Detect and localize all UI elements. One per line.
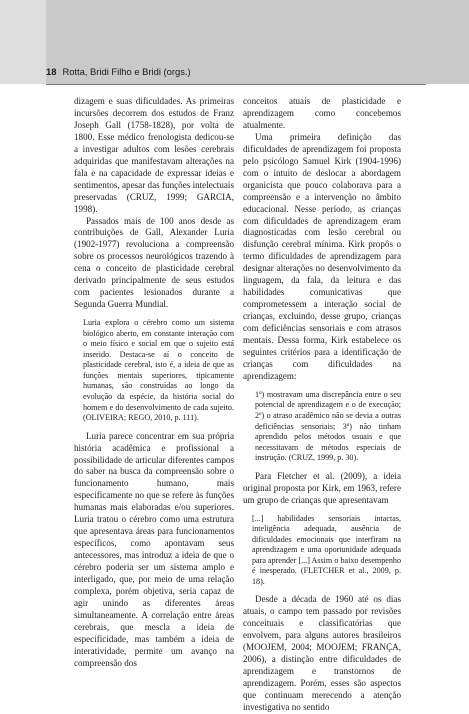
- left-paragraph-3: Luria parece concentrar em sua própria história acadêmica e profissional a possibilidade de articular diferentes campos do saber na busca da compreensão sobre o funcionamento humano, mais especificamente no que se refere às funções humanas mais elaboradas e/ou superiores. Luria tratou o cérebro como uma estrutura que apresentava áreas para funcionamentos específicos, como apontavam seus antecessores, mas introduz a ideia de que o cérebro poderia ser um sistema amplo e interligado, que, por meio de uma relação complexa, porém objetiva, seria capaz de agir unindo as diferentes áreas simultaneamente. A correlação entre áreas cerebrais, que mescla a ideia de especificidade, mas também a ideia de interatividade, permite um avanço na compreensão dos: [74, 430, 234, 668]
- right-paragraph-1: conceitos atuais de plasticidade e aprendizagem como concebemos atualmente.: [243, 96, 401, 130]
- left-column: [74, 96, 234, 670]
- page-number: 18: [46, 66, 57, 77]
- left-paragraph-2: Passados mais de 100 anos desde as contribuições de Gall, Alexander Luria (1902-1977) revoluciona a compreensão sobre os processos neurológicos trazendo à cena o conceito de plasticidade cerebral derivado principalmente de seus estudos com pacientes lesionados durante a Segunda Guerra Mundial.: [74, 215, 234, 310]
- right-paragraph-4: Desde a década de 1960 até os dias atuais, o campo tem passado por revisões conceituais e classificatórias que envolvem, para alguns autores brasileiros (MOOJEM, 2004; MOOJEM; FRANÇA, 2006), a distinção entre dificuldades de aprendizagem e transtornos de aprendizagem. Porém, esses são aspectos que continuam merecendo a atenção investigativa no sentido: [243, 594, 401, 712]
- header-rule: [46, 84, 426, 85]
- left-paragraph-1: dizagem e suas dificuldades. As primeiras incursões decorrem dos estudos de Franz Joseph Gall (1758-1828), por volta de 1800. Esse médico frenologista dedicou-se a investigar adultos com lesões cerebrais adquiridas que manifestavam alterações na fala e na capacidade de expressar ideias e sentimentos, apesar das funções intelectuais preservadas (CRUZ, 1999; GARCIA, 1998).: [74, 96, 234, 214]
- running-head-text: Rotta, Bridi Filho e Bridi (orgs.): [62, 66, 191, 77]
- right-block-quote-2: [...] habilidades sensoriais intactas, inteligência adequada, ausência de dificuldades emocionais que interfiram na aprendizagem e uma oportunidade adequada para aprender [...] Assim o baixo desempenho é inesperado. (FLETCHER et al., 2009, p. 18).: [252, 513, 401, 586]
- running-head: [46, 66, 191, 77]
- right-column: [243, 96, 401, 714]
- right-paragraph-3: Para Fletcher et al. (2009), a ideia original proposta por Kirk, em 1963, refere um grupo de crianças que apresentavam: [243, 470, 401, 505]
- right-block-quote-1: 1º) mostravam uma discrepância entre o seu potencial de aprendizagem e o de execução; 2º) o atraso acadêmico não se devia a outras deficiências sensoriais; 3º) não tinham aprendido pelos métodos usuais e que necessitavam de métodos especiais de instrução. (CRUZ, 1999, p. 30).: [255, 389, 401, 463]
- header-left-strip: [0, 0, 46, 84]
- left-block-quote: Luria explora o cérebro como um sistema biológico aberto, em constante interação com o meio físico e social em que o sujeito está inserido. Destaca-se aí o conceito de plasticidade cerebral, isto é, a ideia de que as funções mentais superiores, tipicamente humanas, são construídas ao longo da evolução da espécie, da história social do homem e do desenvolvimento de cada sujeito. (OLIVEIRA; REGO, 2010, p. 111).: [83, 318, 234, 423]
- right-paragraph-2: Uma primeira definição das dificuldades de aprendizagem foi proposta pelo psicólogo Samuel Kirk (1904-1996) com o intuito de deslocar a abordagem organicista que pouco colaborava para a compreensão e a intervenção no âmbito educacional. Nesse período, as crianças com dificuldades de aprendizagem eram diagnosticadas com lesão cerebral ou disfunção cerebral mínima. Kirk propôs o termo dificuldades de aprendizagem para designar alterações no desenvolvimento da linguagem, da fala, da leitura e das habilidades comunicativas que comprometessem a interação social de crianças, excluindo, desse grupo, crianças com deficiências sensoriais e com atrasos mentais. Dessa forma, Kirk estabelece os seguintes critérios para a identificação de crianças com dificuldades na aprendizagem:: [243, 131, 401, 381]
